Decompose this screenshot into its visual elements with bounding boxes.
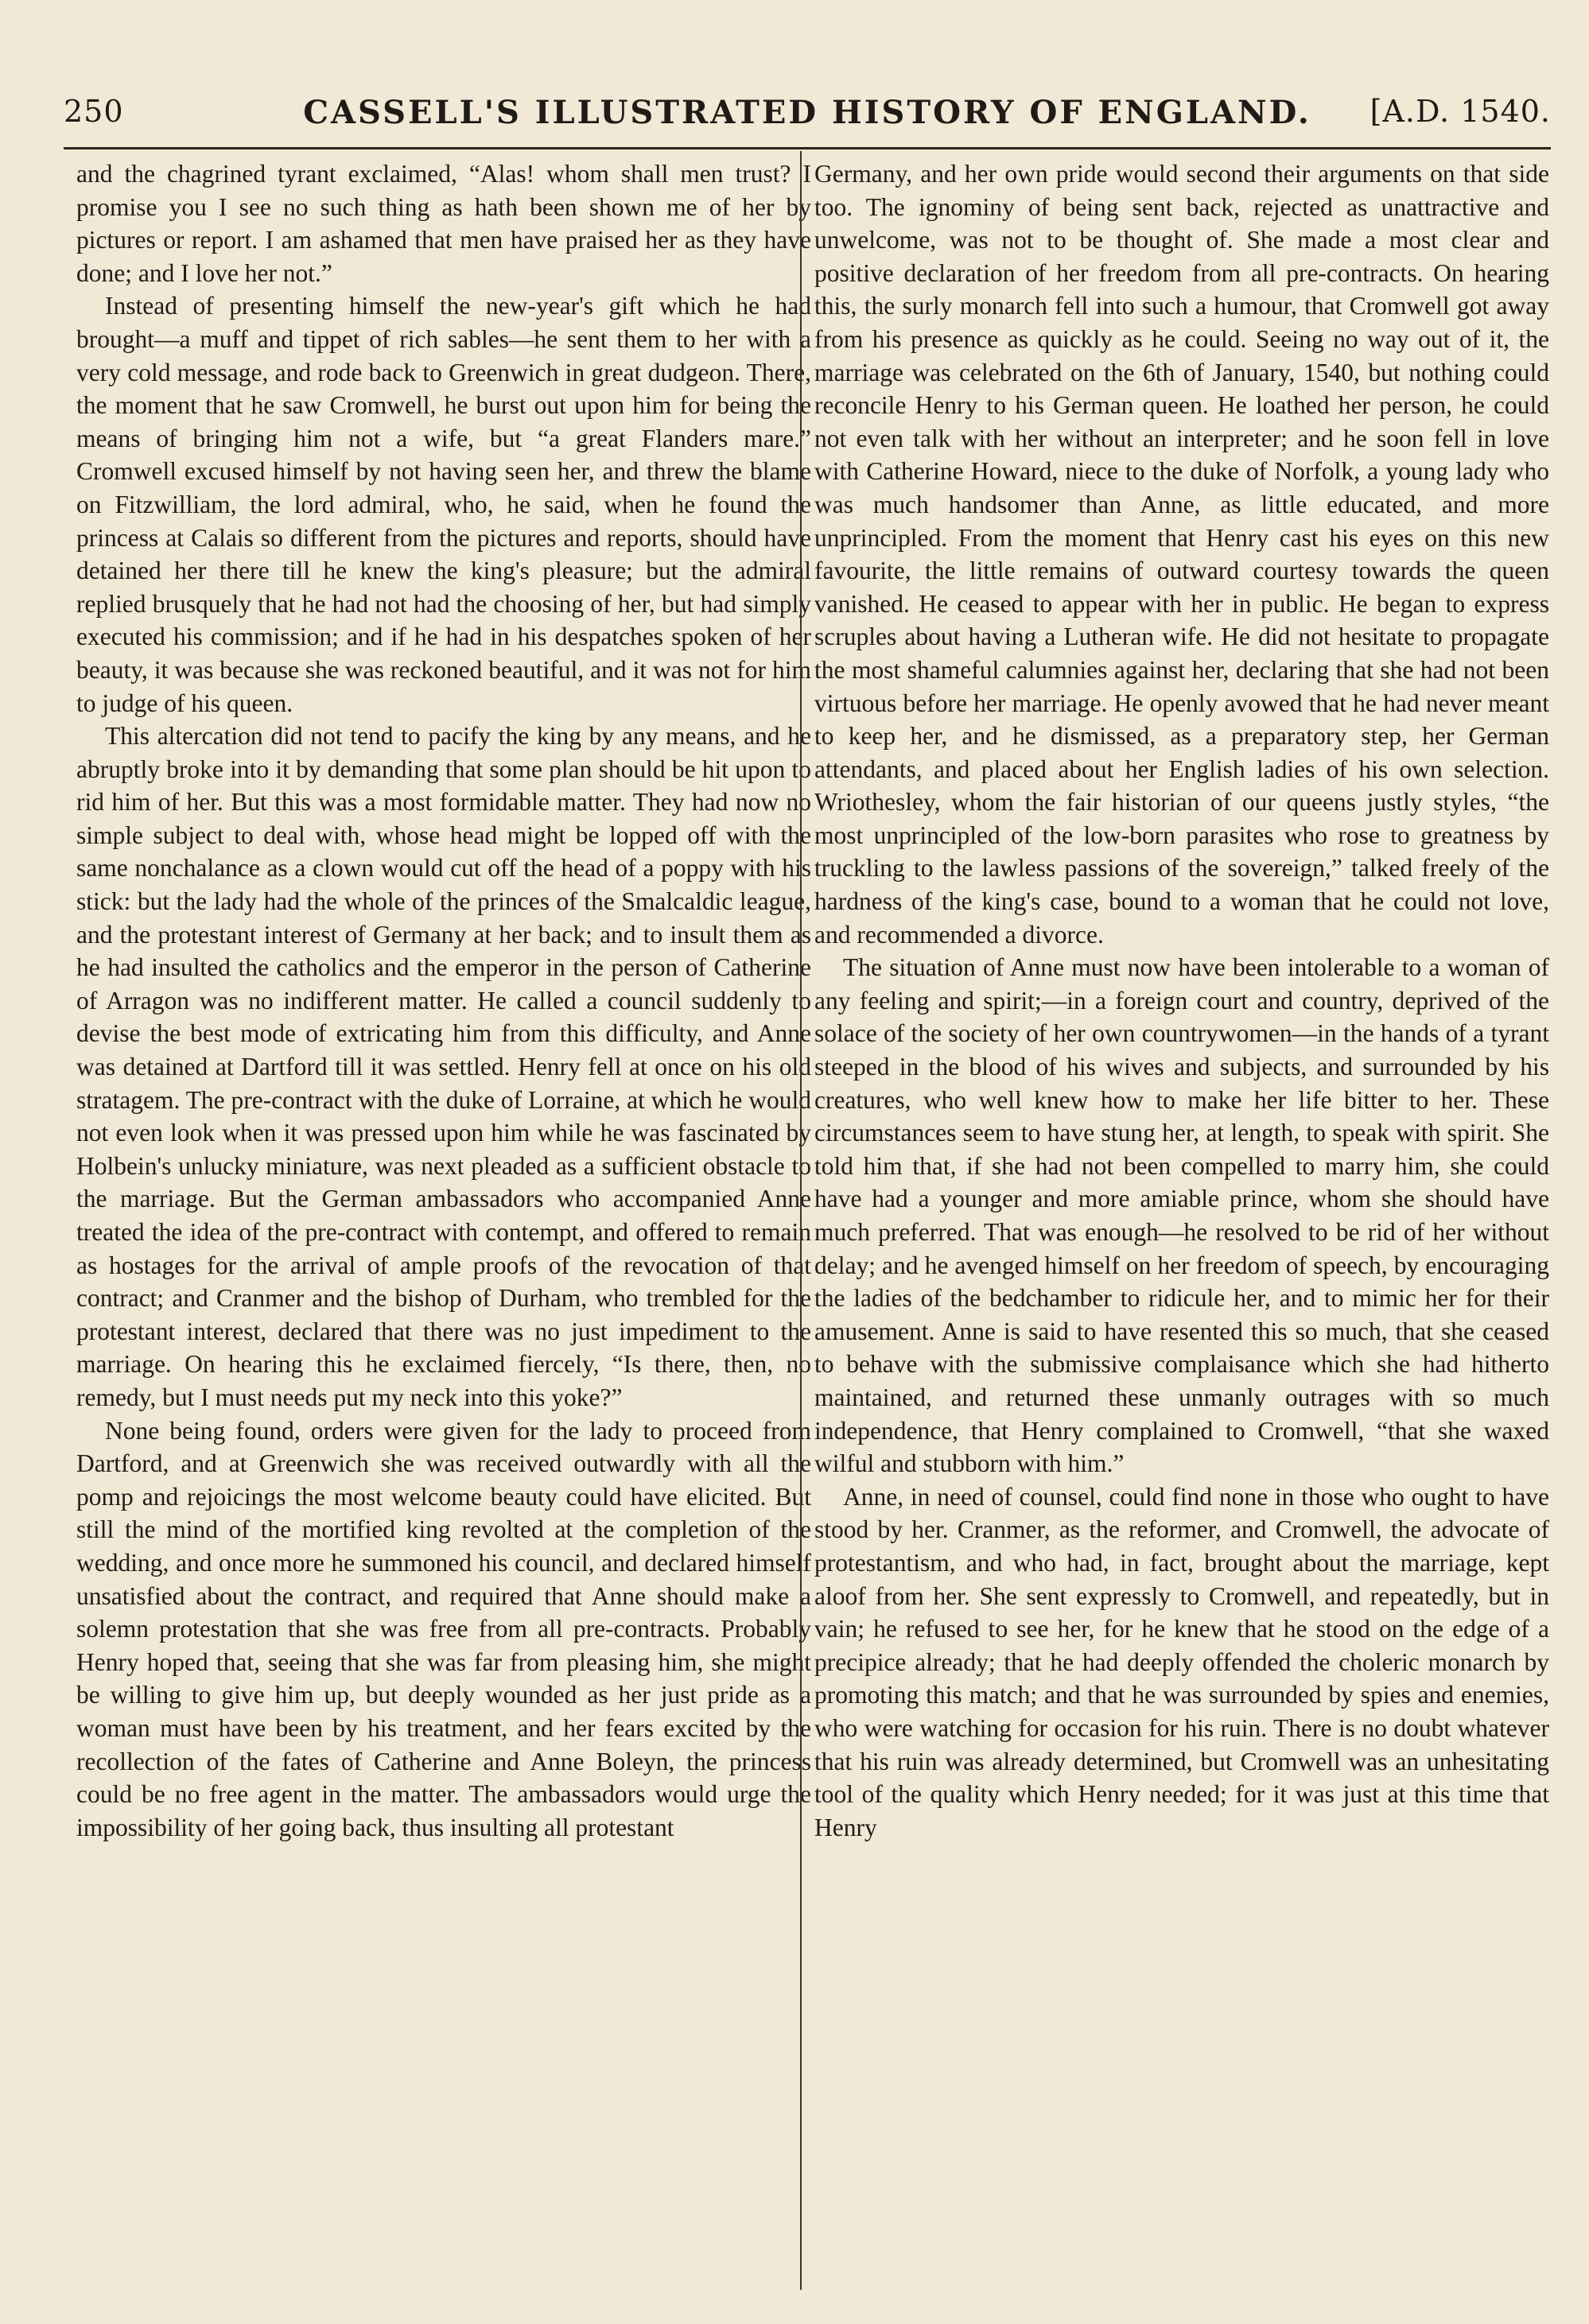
- running-header: [64, 94, 1551, 138]
- paragraph: Anne, in need of counsel, could find none in those who ought to have stood by her. Cranmer, as the reformer, and Cromwell, the advocate of protestantism, and who had, in fact, brought about the marriage, kept aloof from her. She sent expressly to Cromwell, and repeatedly, but in vain; he refused to see her, for he knew that he stood on the edge of a precipice already; that he had deeply offended the choleric monarch by promoting this match; and that he was surrounded by spies and enemies, who were watching for occasion for his ruin. There is no doubt whatever that his ruin was already determined, but Cromwell was an unhesitating tool of the quality which Henry needed; for it was just at this time that Henry: [814, 1482, 1549, 1841]
- book-title: CASSELL'S ILLUSTRATED HISTORY OF ENGLAND.: [303, 94, 1311, 131]
- page-number: 250: [64, 94, 124, 129]
- left-column: [76, 157, 811, 2288]
- date-heading: [A.D. 1540.: [1369, 94, 1551, 129]
- paragraph: The situation of Anne must now have been intolerable to a woman of any feeling and spirit;—in a foreign court and country, deprived of the solace of the society of her own countrywomen—in the hands of a tyrant steeped in the blood of his wives and subjects, and surrounded by his creatures, who well knew how to make her life bitter to her. These circumstances seem to have stung her, at length, to speak with spirit. She told him that, if she had not been compelled to marry him, she could have had a younger and more amiable prince, whom she should have much preferred. That was enough—he resolved to be rid of her without delay; and he avenged himself on her freedom of speech, by encouraging the ladies of the bedchamber to ridicule her, and to mimic her for their amusement. Anne is said to have resented this so much, that she ceased to behave with the submissive complaisance which she had hitherto maintained, and returned these unmanly outrages with so much independence, that Henry complained to Cromwell, “that she waxed wilful and stubborn with him.”: [814, 953, 1549, 1478]
- paragraph: None being found, orders were given for the lady to proceed from Dartford, and at Greenwich she was received outwardly with all the pomp and rejoicings the most welcome beauty could have elicited. But still the mind of the mortified king revolted at the completion of the wedding, and once more he summoned his council, and declared himself unsatisfied about the contract, and required that Anne should make a solemn protestation that she was free from all pre-contracts. Probably Henry hoped that, seeing that she was far from pleasing him, she might be willing to give him up, but deeply wounded as her just pride as a woman must have been by his treatment, and her fears excited by the recollection of the fates of Catherine and Anne Boleyn, the princess could be no free agent in the matter. The ambassadors would urge the impossibility of her going back, thus insulting all protestant: [76, 1416, 811, 1841]
- paragraph: This altercation did not tend to pacify the king by any means, and he abruptly broke into it by demanding that some plan should be hit upon to rid him of her. But this was a most formidable matter. They had now no simple subject to deal with, whose head might be lopped off with the same nonchalance as a clown would cut off the head of a poppy with his stick: but the lady had the whole of the princes of the Smalcaldic league, and the protestant interest of Germany at her back; and to insult them as he had insulted the catholics and the emperor in the person of Catherine of Arragon was no indifferent matter. He called a council suddenly to devise the best mode of extricating him from this difficulty, and Anne was detained at Dartford till it was settled. Henry fell at once on his old stratagem. The pre-contract with the duke of Lorraine, at which he would not even look when it was pressed upon him while he was fascinated by Holbein's unlucky miniature, was next pleaded as a sufficient obstacle to the marriage. But the German ambassadors who accompanied Anne treated the idea of the pre-contract with contempt, and offered to remain as hostages for the arrival of ample proofs of the revocation of that contract; and Cranmer and the bishop of Durham, who trembled for the protestant interest, declared that there was no just impediment to the marriage. On hearing this he exclaimed fiercely, “Is there, then, no remedy, but I must needs put my neck into this yoke?”: [76, 722, 811, 1411]
- header-rule: [64, 147, 1551, 149]
- paragraph: and the chagrined tyrant exclaimed, “Alas! whom shall men trust? I promise you I see no such thing as hath been shown me of her by pictures or report. I am ashamed that men have praised her as they have done; and I love her not.”: [76, 160, 811, 287]
- paragraph: Instead of presenting himself the new-year's gift which he had brought—a muff and tippet of rich sables—he sent them to her with a very cold message, and rode back to Greenwich in great dudgeon. There, the moment that he saw Cromwell, he burst out upon him for being the means of bringing him not a wife, but “a great Flanders mare.” Cromwell excused himself by not having seen her, and threw the blame on Fitzwilliam, the lord admiral, who, he said, when he found the princess at Calais so different from the pictures and reports, should have detained her there till he knew the king's pleasure; but the admiral replied brusquely that he had not had the choosing of her, but had simply executed his commission; and if he had in his despatches spoken of her beauty, it was because she was reckoned beautiful, and it was not for him to judge of his queen.: [76, 292, 811, 717]
- right-column: [814, 157, 1549, 2288]
- column-divider: [800, 151, 802, 2290]
- paragraph: Germany, and her own pride would second their arguments on that side too. The ignominy of being sent back, rejected as unattractive and unwelcome, was not to be thought of. She made a most clear and positive declaration of her freedom from all pre-contracts. On hearing this, the surly monarch fell into such a humour, that Cromwell got away from his presence as quickly as he could. Seeing no way out of it, the marriage was celebrated on the 6th of January, 1540, but nothing could reconcile Henry to his German queen. He loathed her person, he could not even talk with her without an interpreter; and he soon fell in love with Catherine Howard, niece to the duke of Norfolk, a young lady who was much handsomer than Anne, as little educated, and more unprincipled. From the moment that Henry cast his eyes on this new favourite, the little remains of outward courtesy towards the queen vanished. He ceased to appear with her in public. He began to express scruples about having a Lutheran wife. He did not hesitate to propagate the most shameful calumnies against her, declaring that she had not been virtuous before her marriage. He openly avowed that he had never meant to keep her, and he dismissed, as a preparatory step, her German attendants, and placed about her English ladies of his own selection. Wriothesley, whom the fair historian of our queens justly styles, “the most unprincipled of the low-born parasites who rose to greatness by truckling to the lawless passions of the sovereign,” talked freely of the hardness of the king's case, bound to a woman that he could not love, and recommended a divorce.: [814, 160, 1549, 949]
